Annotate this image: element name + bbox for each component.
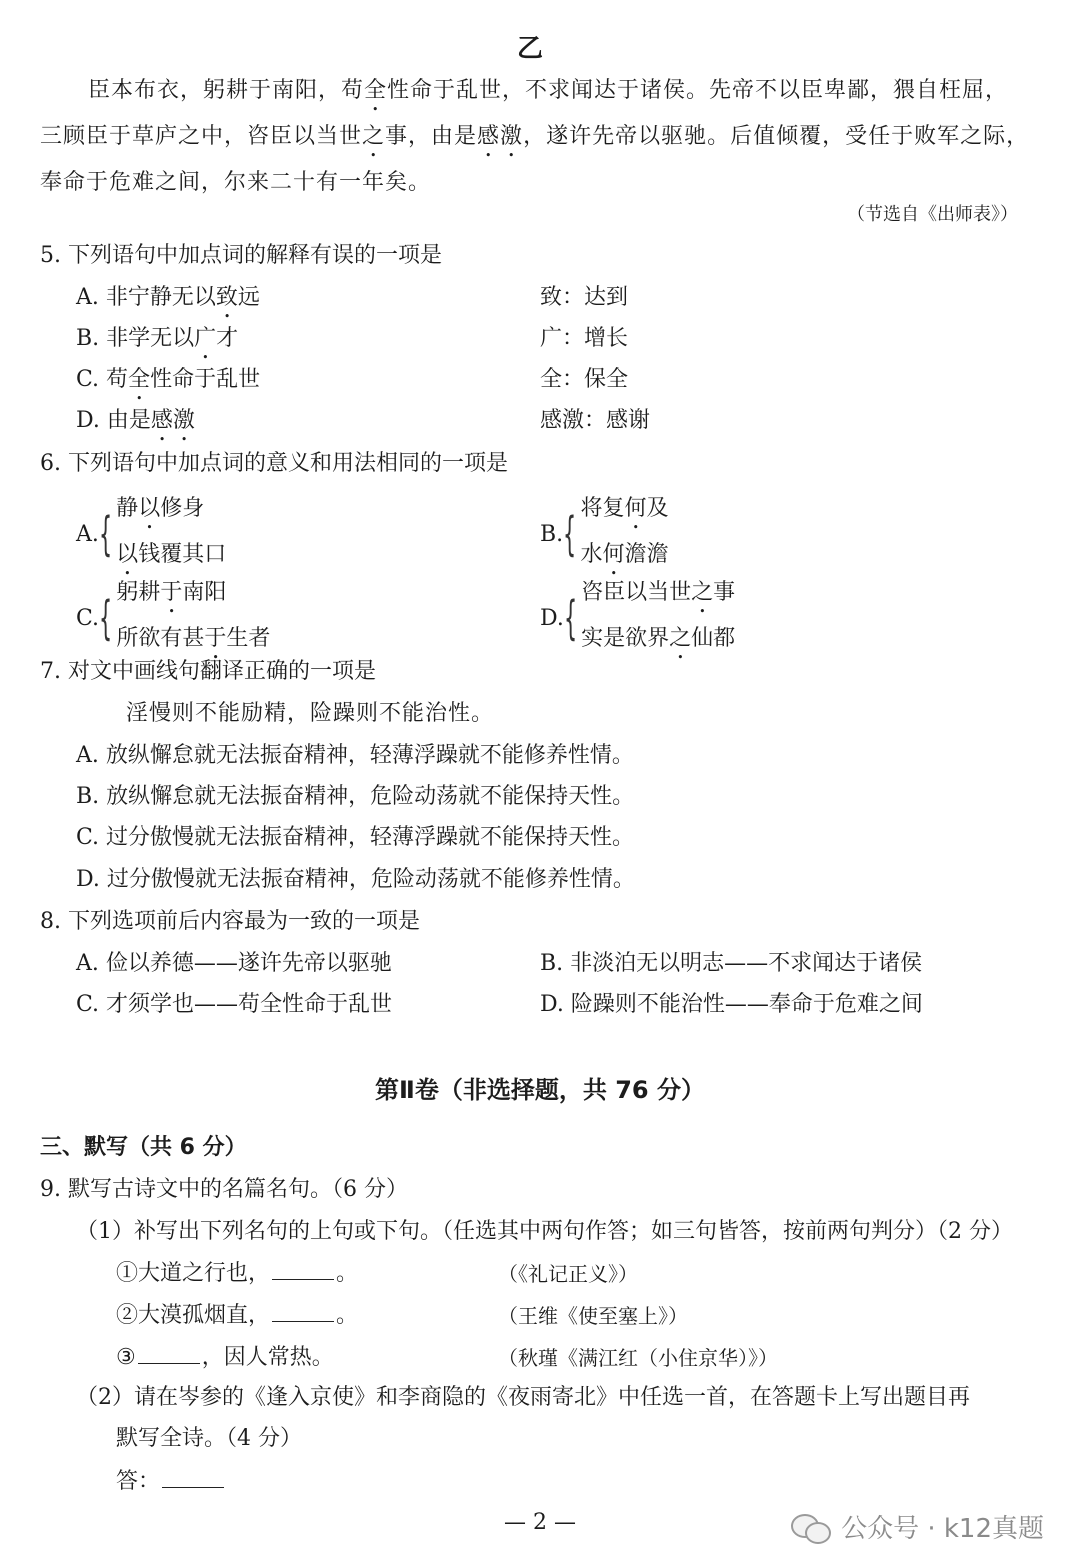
q9-sub1-instruction: （1）补写出下列名句的上句或下句。（任选其中两句作答；如三句皆答，按前两句判分）（2 分） xyxy=(76,1219,1013,1244)
q6-option-b-label: B. xyxy=(540,521,564,547)
question-9-stem: 9. 默写古诗文中的名篇名句。（6 分） xyxy=(40,1177,408,1202)
question-8-stem: 8. 下列选项前后内容最为一致的一项是 xyxy=(40,909,420,934)
q6-option-d[interactable] xyxy=(540,572,735,664)
q6-option-c[interactable] xyxy=(76,572,270,664)
q5-option-c[interactable]: C. 苟全性命于乱世 xyxy=(76,367,261,392)
brace-icon: { xyxy=(563,507,577,561)
q6-option-d-label: D. xyxy=(540,605,564,631)
q7-sentence: 淫慢则不能励精，险躁则不能治性。 xyxy=(126,701,495,726)
q9-item-2-source: （王维《使至塞上》） xyxy=(498,1304,688,1328)
q9-item-3-source: （秋瑾《满江红（小住京华）》） xyxy=(498,1346,778,1370)
q7-option-d[interactable]: D. 过分傲慢就无法振奋精神，危险动荡就不能修养性情。 xyxy=(76,867,635,892)
q9-item-3: ③ ，因人常热。 xyxy=(116,1345,334,1370)
q5-option-a[interactable]: A. 非宁静无以致远 xyxy=(76,285,260,310)
q5-option-b[interactable]: B. 非学无以广才 xyxy=(76,326,239,351)
q9-sub2-line1: （2）请在岑参的《逢入京使》和李商隐的《夜雨寄北》中任选一首，在答题卡上写出题目再 xyxy=(76,1385,971,1410)
watermark xyxy=(791,1508,1044,1545)
passage-title: 乙 xyxy=(516,34,543,64)
question-6-stem: 6. 下列语句中加点词的意义和用法相同的一项是 xyxy=(40,451,508,476)
q6-c-line2: 所欲有甚于生者 xyxy=(116,626,271,651)
q6-a-line1: 静以修身 xyxy=(116,496,205,521)
q7-option-c[interactable]: C. 过分傲慢就无法振奋精神，轻薄浮躁就不能保持天性。 xyxy=(76,825,635,850)
q9-sub2-line2: 默写全诗。（4 分） xyxy=(116,1426,302,1451)
q8-option-a[interactable]: A. 俭以养德——遂许先帝以驱驰 xyxy=(76,951,392,976)
q5-option-d-gloss: 感激：感谢 xyxy=(540,408,651,433)
brace-icon: { xyxy=(563,591,578,645)
passage-text: 臣本布衣，躬耕于南阳，苟全性命于乱世，不求闻达于诸侯。先帝不以臣卑鄙，猥自枉屈，三顾臣于草庐之中，咨臣以当世之事，由是感激，遂许先帝以驱驰。后值倾覆，受任于败军之际，奉命于危难之间，尔来二十有一年矣。 xyxy=(40,78,1030,195)
fill-blank-1[interactable] xyxy=(272,1278,334,1280)
q6-c-line1: 躬耕于南阳 xyxy=(116,580,227,605)
q6-option-a[interactable] xyxy=(76,488,226,580)
passage-source: （节选自《出师表》） xyxy=(847,204,1018,225)
part-2-title: 第Ⅱ卷（非选择题，共 76 分） xyxy=(375,1076,705,1104)
q7-option-b[interactable]: B. 放纵懈怠就无法振奋精神，危险动荡就不能保持天性。 xyxy=(76,784,635,809)
q5-option-b-gloss: 广：增长 xyxy=(540,326,629,351)
section-3-title: 三、默写（共 6 分） xyxy=(40,1135,247,1160)
q5-option-c-gloss: 全：保全 xyxy=(540,367,629,392)
brace-icon: { xyxy=(98,507,113,561)
q5-option-d[interactable]: D. 由是感激 xyxy=(76,408,195,433)
q8-option-d[interactable]: D. 险躁则不能治性——奉命于危难之间 xyxy=(540,992,923,1017)
answer-blank[interactable] xyxy=(162,1486,224,1488)
q6-option-a-label: A. xyxy=(76,521,99,547)
q9-answer-line: 答： xyxy=(116,1464,226,1495)
q6-a-line2: 以钱覆其口 xyxy=(116,542,227,567)
q6-d-line1: 咨臣以当世之事 xyxy=(581,580,736,605)
q7-option-a[interactable]: A. 放纵懈怠就无法振奋精神，轻薄浮躁就不能修养性情。 xyxy=(76,743,634,768)
brace-icon: { xyxy=(99,591,113,645)
watermark-text: 公众号 · k12真题 xyxy=(841,1514,1044,1544)
q5-option-a-gloss: 致：达到 xyxy=(540,285,629,310)
q8-option-b[interactable]: B. 非淡泊无以明志——不求闻达于诸侯 xyxy=(540,951,923,976)
q9-item-1: ①大道之行也， 。 xyxy=(116,1261,359,1286)
q6-b-line2: 水何澹澹 xyxy=(580,542,669,567)
q8-option-c[interactable]: C. 才须学也——苟全性命于乱世 xyxy=(76,992,393,1017)
q6-option-c-label: C. xyxy=(76,605,100,631)
question-5-stem: 5. 下列语句中加点词的解释有误的一项是 xyxy=(40,243,442,268)
q6-b-line1: 将复何及 xyxy=(580,496,669,521)
q6-d-line2: 实是欲界之仙都 xyxy=(581,626,736,651)
q9-item-2: ②大漠孤烟直， 。 xyxy=(116,1303,359,1328)
fill-blank-3[interactable] xyxy=(138,1362,200,1364)
fill-blank-2[interactable] xyxy=(272,1320,334,1322)
wechat-icon xyxy=(791,1512,831,1542)
q9-item-1-source: （《礼记正义》） xyxy=(498,1262,638,1286)
question-7-stem: 7. 对文中画线句翻译正确的一项是 xyxy=(40,659,376,684)
page-number: — 2 — xyxy=(504,1510,576,1535)
q6-option-b[interactable] xyxy=(540,488,669,580)
